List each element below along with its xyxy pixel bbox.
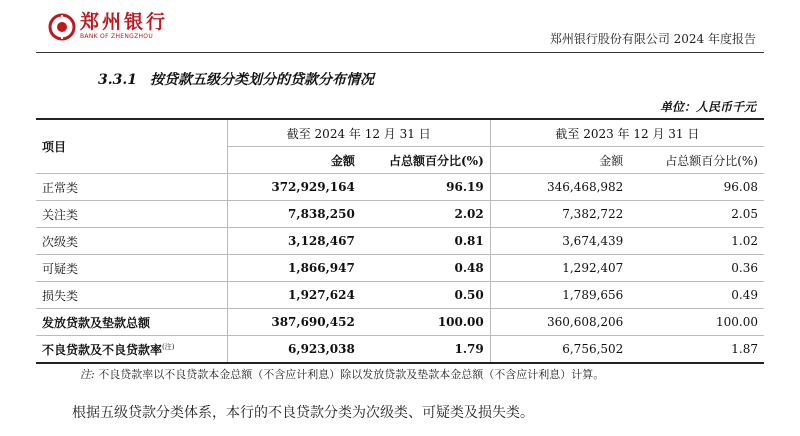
amount-2023-header: 金额 (490, 147, 629, 174)
total-amount-2024: 387,690,452 (227, 309, 361, 336)
section-title: 按贷款五级分类划分的贷款分布情况 (150, 72, 374, 88)
npl-item (36, 336, 227, 364)
bank-logo (48, 12, 168, 41)
pct-2023: 0.36 (629, 255, 764, 282)
pct-2023: 0.49 (629, 282, 764, 309)
npl-pct-2023: 1.87 (629, 336, 764, 364)
amount-2023: 3,674,439 (490, 228, 629, 255)
page-header (0, 0, 800, 56)
header-divider (36, 52, 764, 53)
pct-2024: 0.81 (361, 228, 490, 255)
table-row (36, 174, 764, 201)
npl-amount-2023: 6,756,502 (490, 336, 629, 364)
total-pct-2023: 100.00 (629, 309, 764, 336)
pct-2024: 96.19 (361, 174, 490, 201)
footnote-text: 不良贷款率以不良贷款本金总额（不含应计利息）除以发放贷款及垫款本金总额（不含应计利息）计算。 (98, 368, 605, 381)
table-row (36, 282, 764, 309)
row-item: 可疑类 (36, 255, 227, 282)
body-paragraph: 根据五级贷款分类体系，本行的不良贷款分类为次级类、可疑类及损失类。 (72, 405, 534, 421)
pct-2023: 1.02 (629, 228, 764, 255)
amount-2023: 1,292,407 (490, 255, 629, 282)
table-header-row-periods (36, 119, 764, 147)
pct-2023-header: 占总额百分比(%) (629, 147, 764, 174)
amount-2024-header: 金额 (227, 147, 361, 174)
amount-2024: 1,866,947 (227, 255, 361, 282)
report-title: 郑州银行股份有限公司 2024 年度报告 (549, 32, 756, 46)
pct-2023: 2.05 (629, 201, 764, 228)
pct-2024: 0.48 (361, 255, 490, 282)
amount-2024: 372,929,164 (227, 174, 361, 201)
bank-name-en: BANK OF ZHENGZHOU (80, 33, 154, 40)
table-footnote (80, 366, 604, 382)
row-item: 次级类 (36, 228, 227, 255)
bank-name-cn: 郑州银行 (80, 11, 169, 33)
total-item: 发放贷款及垫款总额 (36, 309, 227, 336)
table-row (36, 201, 764, 228)
table-row-total (36, 309, 764, 336)
pct-2024: 2.02 (361, 201, 490, 228)
loan-classification-table (36, 118, 764, 364)
period-2024-header: 截至 2024 年 12 月 31 日 (227, 119, 490, 147)
npl-amount-2024: 6,923,038 (227, 336, 361, 364)
amount-2023: 1,789,656 (490, 282, 629, 309)
pct-2023: 96.08 (629, 174, 764, 201)
total-amount-2023: 360,608,206 (490, 309, 629, 336)
npl-pct-2024: 1.79 (361, 336, 490, 364)
footnote-label: 注: (80, 368, 95, 381)
pct-2024: 0.50 (361, 282, 490, 309)
unit-label: 单位：人民币千元 (659, 100, 756, 114)
table-row (36, 228, 764, 255)
amount-2024: 3,128,467 (227, 228, 361, 255)
period-2023-header: 截至 2023 年 12 月 31 日 (490, 119, 764, 147)
table-row (36, 255, 764, 282)
amount-2024: 7,838,250 (227, 201, 361, 228)
total-pct-2024: 100.00 (361, 309, 490, 336)
pct-2024-header: 占总额百分比(%) (361, 147, 490, 174)
amount-2024: 1,927,624 (227, 282, 361, 309)
row-item: 正常类 (36, 174, 227, 201)
npl-item-label: 不良贷款及不良贷款率 (42, 342, 163, 357)
section-number: 3.3.1 (98, 72, 137, 88)
npl-note-mark: (注) (162, 342, 175, 351)
table-row-npl (36, 336, 764, 364)
row-item: 损失类 (36, 282, 227, 309)
item-column-header: 项目 (36, 119, 227, 174)
amount-2023: 346,468,982 (490, 174, 629, 201)
amount-2023: 7,382,722 (490, 201, 629, 228)
bank-logo-icon (48, 13, 76, 41)
section-heading (98, 69, 374, 89)
row-item: 关注类 (36, 201, 227, 228)
